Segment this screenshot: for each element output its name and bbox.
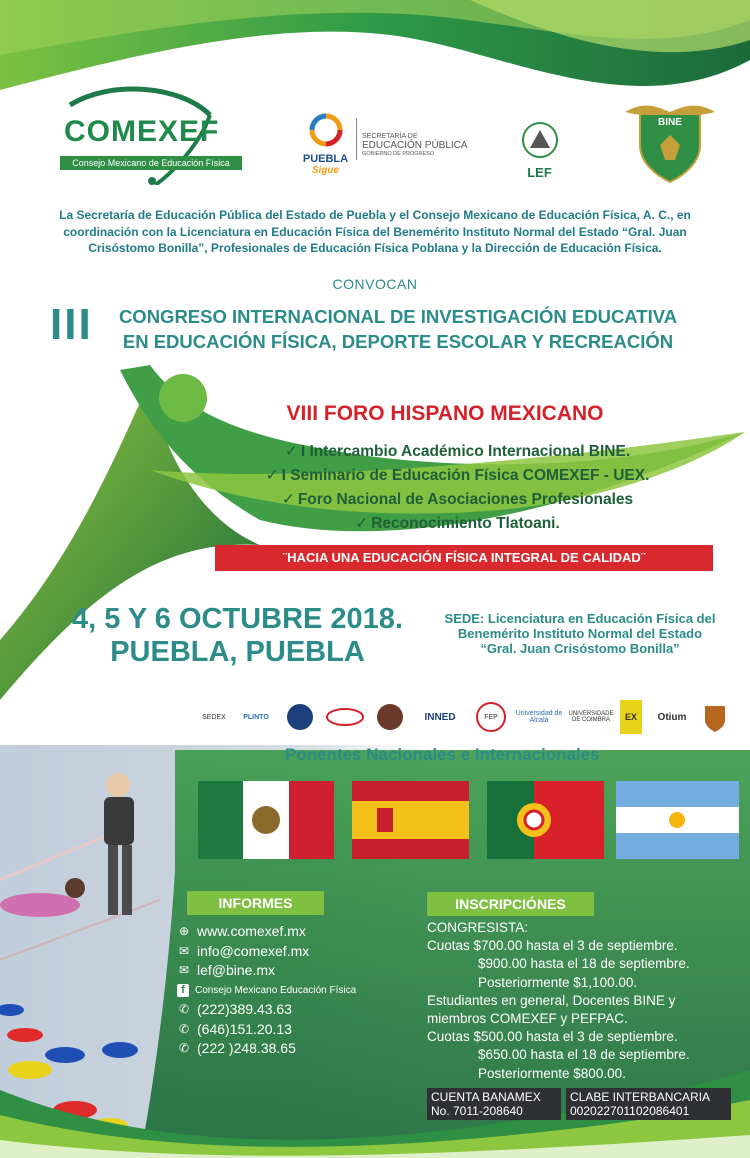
informes-list xyxy=(177,922,417,1059)
event-list xyxy=(230,440,685,536)
insc-line: Cuotas $700.00 hasta el 3 de septiembre. xyxy=(427,938,678,954)
insc-line: CONGRESISTA: xyxy=(427,920,529,935)
contact-website[interactable]: ⊕ www.comexef.mx xyxy=(177,922,417,942)
sede-line2: Benemérito Instituto Normal del Estado xyxy=(457,626,703,641)
inscripciones-header: INSCRIPCIÓNES xyxy=(427,892,594,916)
contact-phone-1[interactable]: ✆ (222)389.43.63 xyxy=(177,1000,417,1020)
facebook-icon: f xyxy=(177,984,189,997)
globe-icon: ⊕ xyxy=(178,924,190,938)
insc-line: $900.00 hasta el 18 de septiembre. xyxy=(478,956,690,972)
congress-title xyxy=(108,304,688,354)
ponentes-title: Ponentes Nacionales e Internacionales xyxy=(285,745,600,764)
sponsor-logo-plinto: PLINTO xyxy=(243,713,269,721)
sponsor-logo-ex: EX xyxy=(620,700,642,734)
sponsor-logo-sedex: SEDEX xyxy=(202,713,226,721)
event-item: ✓ I Intercambio Académico Internacional BINE. xyxy=(284,443,631,460)
puebla-logo xyxy=(298,112,353,182)
contact-email-comexef[interactable]: ✉ info@comexef.mx xyxy=(177,942,417,962)
contact-email-bine[interactable]: ✉ lef@bine.mx xyxy=(177,961,417,981)
congress-line1: CONGRESO INTERNACIONAL DE INVESTIGACIÓN EDUCATIVA xyxy=(118,306,678,327)
sep-logo xyxy=(362,133,472,157)
event-dates xyxy=(40,603,435,669)
puebla-sub: Sigue xyxy=(311,165,340,176)
comexef-tagline: Consejo Mexicano de Educación Física xyxy=(60,156,242,170)
intro-text: La Secretaría de Educación Pública del Estado de Puebla y el Consejo Mexicano de Educación Física, A. C., en coordinación con la Licenciatura en Educación Física del Benemérito Instituto Normal del Estado “Gral. Juan Crisóstomo Bonilla”, Profesionales de Educación Física Poblana y la Dirección de Educación Física. xyxy=(59,208,691,255)
event-item: ✓ Reconocimiento Tlatoani. xyxy=(355,515,560,532)
comexef-name: COMEXEF xyxy=(64,115,220,148)
puebla-name: PUEBLA xyxy=(302,153,349,165)
sponsor-logo-coimbra: UNIVERSIDADE DE COIMBRA xyxy=(568,711,614,723)
sponsor-logo-4 xyxy=(325,700,365,734)
account-label: CLABE INTERBANCARIA xyxy=(570,1090,711,1104)
check-icon: ✓ xyxy=(281,491,295,508)
lef-name: LEF xyxy=(527,165,552,180)
insc-line: Posteriormente $1,100.00. xyxy=(478,974,638,990)
slogan-banner: ¨HACIA UNA EDUCACIÓN FÍSICA INTEGRAL DE CALIDAD¨ xyxy=(215,545,713,571)
sep-line2: EDUCACIÓN PÚBLICA xyxy=(362,140,468,151)
sponsor-logo-12 xyxy=(702,700,728,734)
check-icon: ✓ xyxy=(355,515,369,532)
bine-shield-icon xyxy=(620,100,720,185)
venue-info xyxy=(430,611,730,656)
event-item: ✓ Foro Nacional de Asociaciones Profesionales xyxy=(281,491,634,508)
account-value: 002022701102086401 xyxy=(570,1104,690,1118)
sep-divider xyxy=(356,118,357,160)
check-icon: ✓ xyxy=(265,467,279,484)
insc-line: Cuotas $500.00 hasta el 3 de septiembre. xyxy=(427,1029,678,1045)
sede-line1: SEDE: Licenciatura en Educación Física del xyxy=(444,611,716,626)
lef-logo xyxy=(512,120,567,180)
contact-facebook[interactable]: f Consejo Mexicano Educación Física xyxy=(177,981,417,1001)
congress-line2: EN EDUCACIÓN FÍSICA, DEPORTE ESCOLAR Y RECREACIÓN xyxy=(122,331,674,352)
inscripciones-details xyxy=(427,919,737,1083)
sponsor-logo-otium: Otium xyxy=(657,711,687,723)
insc-line: Posteriormente $800.00. xyxy=(478,1065,626,1081)
mail-icon: ✉ xyxy=(178,963,190,977)
sep-line3: GOBIERNO DE PROGRESO xyxy=(362,151,435,157)
roman-numeral: III xyxy=(50,300,93,349)
sep-line1: SECRETARÍA DE xyxy=(362,133,418,140)
contact-phone-3[interactable]: ✆ (222 )248.38.65 xyxy=(177,1039,417,1059)
convocan-label: CONVOCAN xyxy=(332,276,418,292)
insc-line: Estudiantes en general, Docentes BINE y xyxy=(427,992,676,1008)
mexico-flag xyxy=(198,781,334,859)
sponsor-logo-alcala: Universidad de Alcalá xyxy=(515,710,563,724)
sponsor-logo-inned: INNED xyxy=(424,711,456,723)
sede-line3: “Gral. Juan Crisóstomo Bonilla” xyxy=(480,641,680,656)
sponsor-logo-5 xyxy=(375,700,405,734)
bine-logo xyxy=(620,100,720,185)
contact-phone-2[interactable]: ✆ (646)151.20.13 xyxy=(177,1020,417,1040)
insc-line: $650.00 hasta el 18 de septiembre. xyxy=(478,1047,690,1063)
dates-line2: PUEBLA, PUEBLA xyxy=(110,636,365,668)
informes-header: INFORMES xyxy=(187,891,324,915)
comexef-logo xyxy=(60,85,250,185)
banamex-account xyxy=(427,1088,561,1120)
account-label: CUENTA BANAMEX xyxy=(431,1090,541,1104)
sponsor-logo-fep: FEP xyxy=(475,700,507,734)
spain-flag xyxy=(352,781,469,859)
account-value: No. 7011-208640 xyxy=(431,1104,523,1118)
lef-emblem-icon xyxy=(515,120,565,160)
dates-line1: 4, 5 Y 6 OCTUBRE 2018. xyxy=(72,603,403,635)
argentina-flag xyxy=(616,781,739,859)
bine-name: BINE xyxy=(658,117,682,128)
phone-icon: ✆ xyxy=(178,1041,190,1055)
insc-line: miembros COMEXEF y PEFPAC. xyxy=(427,1011,628,1027)
clabe-account xyxy=(566,1088,731,1120)
foro-title: VIII FORO HISPANO MEXICANO xyxy=(286,402,604,425)
portugal-flag xyxy=(487,781,604,859)
sponsor-logo-3 xyxy=(284,700,316,734)
check-icon: ✓ xyxy=(284,443,298,460)
phone-icon: ✆ xyxy=(178,1021,190,1036)
puebla-ring-icon xyxy=(306,112,346,148)
event-item: ✓ I Seminario de Educación Física COMEXEF - UEX. xyxy=(265,467,650,484)
phone-icon: ✆ xyxy=(178,1002,190,1016)
mail-icon: ✉ xyxy=(178,943,190,958)
